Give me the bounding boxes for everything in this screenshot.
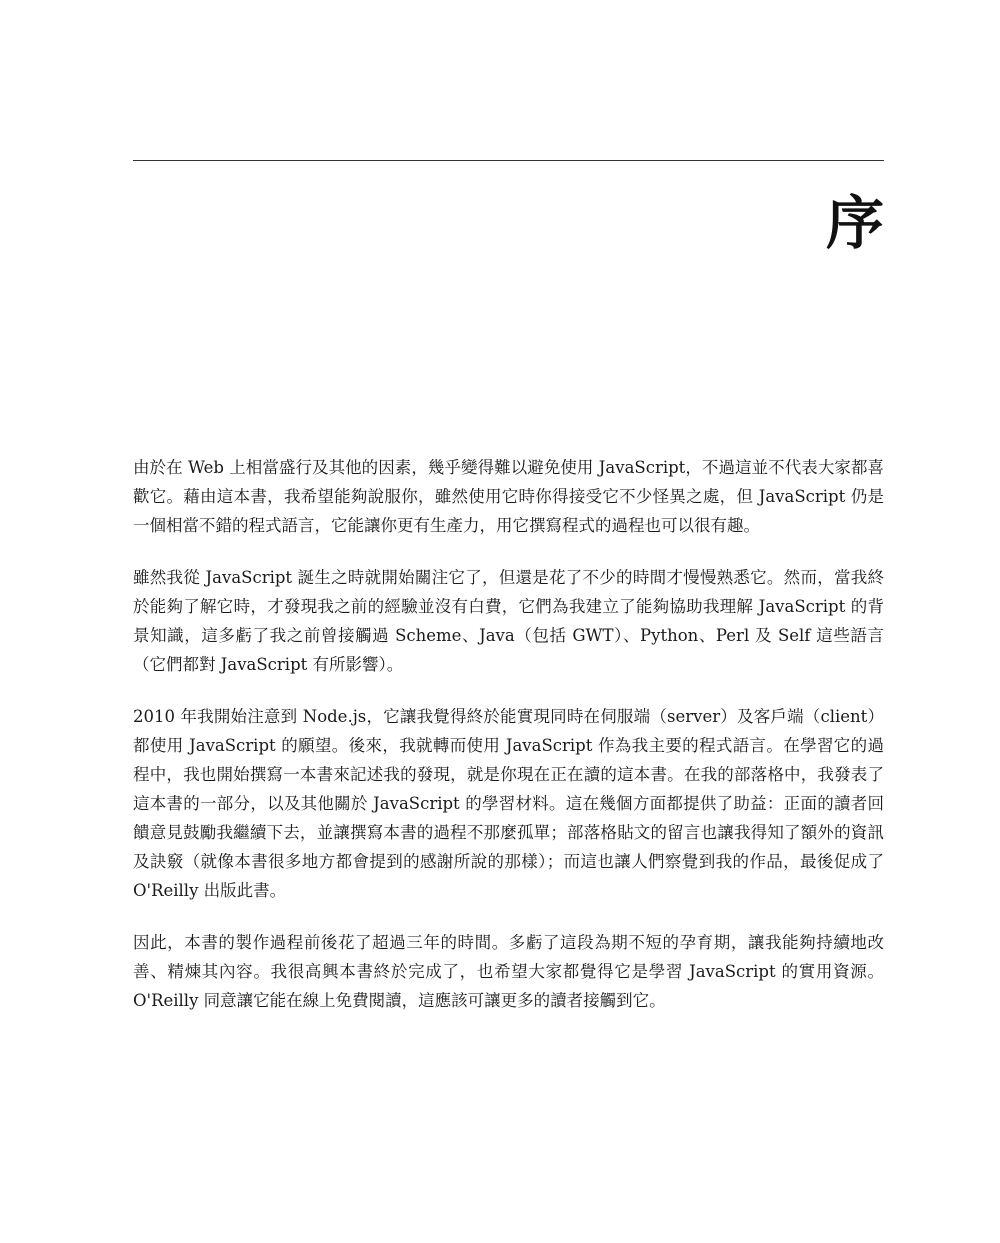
chapter-divider-rule (133, 160, 884, 161)
paragraph-4: 因此，本書的製作過程前後花了超過三年的時間。多虧了這段為期不短的孕育期，讓我能夠持續地改善、精煉其內容。我很高興本書終於完成了，也希望大家都覺得它是學習 JavaScript 的實用資源。O'Reilly 同意讓它能在線上免費閱讀，這應該可讓更多的讀者接觸到它。 (133, 933, 884, 1010)
paragraph-1: 由於在 Web 上相當盛行及其他的因素，幾乎變得難以避免使用 JavaScript，不過這並不代表大家都喜歡它。藉由這本書，我希望能夠說服你，雖然使用它時你得接受它不少怪異之處，但 JavaScript 仍是一個相當不錯的程式語言，它能讓你更有生產力，用它撰寫程式的過程也可以很有趣。 (133, 458, 884, 535)
paragraph-2: 雖然我從 JavaScript 誕生之時就開始關注它了，但還是花了不少的時間才慢慢熟悉它。然而，當我終於能夠了解它時，才發現我之前的經驗並沒有白費，它們為我建立了能夠協助我理解 JavaScript 的背景知識，這多虧了我之前曾接觸過 Scheme、Java（包括 GWT）、Python、Perl 及 Self 這些語言（它們都對 JavaScript 有所影響）。 (133, 568, 884, 674)
paragraph-3: 2010 年我開始注意到 Node.js，它讓我覺得終於能實現同時在伺服端（server）及客戶端（client）都使用 JavaScript 的願望。後來，我就轉而使用 JavaScript 作為我主要的程式語言。在學習它的過程中，我也開始撰寫一本書來記述我的發現，就是你現在正在讀的這本書。在我的部落格中，我發表了這本書的一部分，以及其他關於 JavaScript 的學習材料。這在幾個方面都提供了助益：正面的讀者回饋意見鼓勵我繼續下去，並讓撰寫本書的過程不那麼孤單；部落格貼文的留言也讓我得知了額外的資訊及訣竅（就像本書很多地方都會提到的感謝所說的那樣）；而這也讓人們察覺到我的作品，最後促成了 O'Reilly 出版此書。 (133, 707, 884, 900)
preface-body (133, 453, 884, 1038)
chapter-title: 序 (825, 189, 884, 257)
